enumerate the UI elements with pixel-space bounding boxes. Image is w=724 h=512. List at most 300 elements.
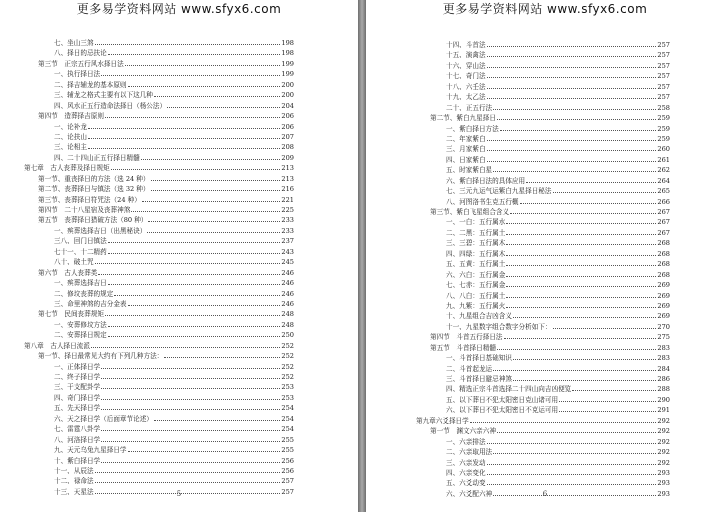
toc-entry bbox=[416, 405, 670, 415]
page-number: 5 bbox=[176, 490, 182, 498]
toc-leader-dots bbox=[95, 482, 281, 483]
toc-entry-title: 七、七赤：五行属金 bbox=[446, 281, 506, 290]
toc-entry-page: 270 bbox=[657, 322, 670, 331]
toc-entry-title: 四、六亲变化 bbox=[446, 468, 486, 477]
toc-leader-dots bbox=[88, 148, 280, 149]
toc-entry bbox=[416, 364, 670, 374]
toc-entry bbox=[416, 416, 670, 426]
toc-entry-page: 198 bbox=[281, 49, 294, 58]
toc-entry-page: 246 bbox=[281, 279, 294, 288]
toc-entry bbox=[416, 291, 670, 301]
toc-entry bbox=[416, 478, 670, 488]
toc-entry-page: 292 bbox=[657, 416, 670, 425]
toc-entry-page: 225 bbox=[281, 206, 294, 214]
toc-leader-dots bbox=[487, 150, 657, 151]
toc-entry-page: 246 bbox=[281, 299, 294, 308]
site-header: 更多易学资料网站 www.sfyx6.com bbox=[442, 2, 648, 16]
toc-entry bbox=[416, 426, 670, 436]
toc-entry-page: 261 bbox=[657, 155, 670, 164]
toc-entry-title: 第七章 古人丧葬及择日规矩 bbox=[24, 164, 110, 173]
toc-entry bbox=[416, 92, 670, 102]
toc-entry-page: 204 bbox=[281, 101, 294, 110]
toc-entry-title: 二、择吉辅龙的基本原则 bbox=[54, 80, 127, 89]
toc-entry bbox=[416, 343, 670, 353]
toc-entry-page: 264 bbox=[657, 176, 670, 185]
toc-leader-dots bbox=[142, 201, 281, 202]
toc-entry-page: 293 bbox=[657, 468, 670, 477]
toc-entry-page: 199 bbox=[281, 59, 294, 68]
toc-entry-title: 第六节 古人丧葬类 bbox=[38, 268, 98, 277]
toc-entry-title: 一、紫白择日方法 bbox=[446, 124, 499, 133]
toc-entry-page: 269 bbox=[657, 291, 670, 300]
toc-entry-title: 三、干支配卦学 bbox=[54, 383, 101, 392]
toc-entry-title: 二、斗首起龙运 bbox=[446, 364, 493, 373]
toc-entry-title: 一、六亲排法 bbox=[446, 437, 486, 446]
toc-leader-dots bbox=[114, 295, 280, 296]
toc-leader-dots bbox=[167, 107, 280, 108]
toc-entry bbox=[416, 395, 670, 405]
toc-entry bbox=[24, 476, 294, 486]
toc-entry-title: 七、雷霆八卦学 bbox=[54, 425, 101, 434]
right-page bbox=[366, 0, 724, 512]
toc-entry-title: 三、六亲发动 bbox=[446, 458, 486, 467]
table-of-contents bbox=[24, 38, 294, 497]
toc-entry-page: 256 bbox=[281, 466, 294, 475]
toc-entry-page: 259 bbox=[657, 124, 670, 133]
toc-entry-page: 266 bbox=[657, 197, 670, 206]
toc-leader-dots bbox=[513, 380, 656, 381]
toc-leader-dots bbox=[128, 86, 281, 87]
toc-entry-title: 十一、九星数字组合数字分析如下： bbox=[446, 322, 552, 331]
toc-entry-page: 257 bbox=[657, 51, 670, 60]
toc-entry-title: 五、以下葬日不犯太阳密日克山诸可用 bbox=[446, 395, 559, 404]
toc-entry-page: 283 bbox=[657, 354, 670, 363]
toc-entry-title: 第八章 古人择日流派 bbox=[24, 341, 90, 350]
toc-entry-page: 268 bbox=[657, 239, 670, 248]
toc-entry-title: 第四节 斗首五行择日法 bbox=[430, 333, 503, 342]
toc-leader-dots bbox=[487, 77, 657, 78]
toc-leader-dots bbox=[108, 253, 281, 254]
toc-entry-page: 257 bbox=[657, 41, 670, 49]
toc-entry bbox=[416, 217, 670, 227]
toc-entry-title: 三、命里神煞的吉分金表 bbox=[54, 299, 127, 308]
toc-entry bbox=[24, 174, 294, 184]
toc-entry-page: 262 bbox=[657, 166, 670, 175]
toc-entry bbox=[24, 48, 294, 58]
toc-leader-dots bbox=[108, 54, 281, 55]
toc-entry-page: 259 bbox=[657, 114, 670, 123]
toc-entry-page: 293 bbox=[657, 489, 670, 498]
toc-entry-page: 257 bbox=[657, 72, 670, 81]
toc-entry-page: 269 bbox=[657, 301, 670, 310]
toc-leader-dots bbox=[101, 378, 280, 379]
toc-entry-title: 第一节 渊文六亲六神 bbox=[430, 427, 496, 436]
toc-entry-title: 第二节、紫白九星择日 bbox=[430, 114, 496, 123]
toc-entry-title: 三八、回门日镇法 bbox=[54, 237, 107, 246]
toc-entry-page: 292 bbox=[657, 437, 670, 446]
toc-leader-dots bbox=[493, 109, 656, 110]
toc-entry-title: 三、三碧：五行属木 bbox=[446, 239, 506, 248]
toc-entry-title: 一、一白：五行属水 bbox=[446, 218, 506, 227]
toc-entry bbox=[416, 144, 670, 154]
toc-entry bbox=[24, 80, 294, 90]
toc-leader-dots bbox=[141, 159, 281, 160]
toc-entry bbox=[416, 447, 670, 457]
toc-entry bbox=[24, 184, 294, 194]
toc-entry bbox=[24, 424, 294, 434]
toc-entry-title: 第五节 斗首择日精髓 bbox=[430, 343, 496, 352]
toc-entry-title: 十九、太乙法 bbox=[446, 93, 486, 102]
toc-entry-title: 七、坐山三煞 bbox=[54, 39, 94, 47]
toc-entry bbox=[416, 374, 670, 384]
toc-leader-dots bbox=[154, 420, 281, 421]
toc-entry-title: 七、三元九运气运紫白九星择日秘法 bbox=[446, 187, 552, 196]
toc-entry-page: 252 bbox=[281, 352, 294, 361]
toc-leader-dots bbox=[497, 119, 656, 120]
toc-entry-title: 八、八白：五行属土 bbox=[446, 291, 506, 300]
toc-leader-dots bbox=[506, 286, 656, 287]
toc-entry-title: 四、风水正五行造命法择日（杨公法） bbox=[54, 101, 167, 110]
toc-entry-title: 六、天之择日学（后面章节论述） bbox=[54, 414, 153, 423]
toc-entry-title: 十一、从辰法 bbox=[54, 466, 94, 475]
toc-entry bbox=[416, 155, 670, 165]
toc-entry bbox=[416, 259, 670, 269]
toc-entry bbox=[24, 403, 294, 413]
toc-entry bbox=[416, 197, 670, 207]
toc-entry bbox=[24, 205, 294, 215]
toc-entry-page: 200 bbox=[281, 80, 294, 89]
toc-entry bbox=[416, 176, 670, 186]
toc-entry-page: 216 bbox=[281, 185, 294, 194]
toc-leader-dots bbox=[559, 401, 656, 402]
toc-entry bbox=[24, 132, 294, 142]
toc-entry-title: 第五节 丧葬择日猎破方法（80 种） bbox=[38, 216, 148, 225]
toc-entry bbox=[24, 445, 294, 455]
toc-entry-title: 第四节 造葬择吉原则 bbox=[38, 112, 104, 121]
toc-entry-title: 四、精选正宗斗首选择二十四山向吉凶便览 bbox=[446, 385, 572, 394]
toc-leader-dots bbox=[487, 140, 657, 141]
toc-entry bbox=[416, 124, 670, 134]
toc-leader-dots bbox=[101, 75, 280, 76]
toc-entry bbox=[416, 353, 670, 363]
toc-entry bbox=[416, 134, 670, 144]
toc-entry-title: 三、论相主 bbox=[54, 143, 87, 152]
toc-entry bbox=[416, 82, 670, 92]
toc-entry bbox=[416, 280, 670, 290]
toc-entry-page: 243 bbox=[281, 247, 294, 256]
toc-entry bbox=[24, 299, 294, 309]
toc-entry bbox=[24, 215, 294, 225]
toc-entry-title: 九、九紫：五行属火 bbox=[446, 301, 506, 310]
toc-entry-title: 八、择日的忌扶论 bbox=[54, 49, 107, 58]
toc-entry-title: 二、六亲取用法 bbox=[446, 448, 493, 457]
toc-entry-page: 260 bbox=[657, 145, 670, 154]
toc-leader-dots bbox=[487, 161, 657, 162]
toc-leader-dots bbox=[513, 317, 656, 318]
toc-entry-page: 259 bbox=[657, 134, 670, 143]
toc-entry-page: 291 bbox=[657, 406, 670, 415]
toc-entry-title: 五、先天择日学 bbox=[54, 404, 101, 413]
toc-entry bbox=[416, 228, 670, 238]
toc-entry-title: 二十、正五行法 bbox=[446, 103, 493, 112]
page-number: 6 bbox=[542, 490, 548, 498]
toc-entry-page: 254 bbox=[281, 425, 294, 434]
toc-leader-dots bbox=[487, 46, 657, 47]
toc-entry-title: 十、紫白择日学 bbox=[54, 456, 101, 465]
toc-entry-page: 213 bbox=[281, 174, 294, 183]
toc-leader-dots bbox=[101, 462, 280, 463]
toc-entry bbox=[24, 362, 294, 372]
toc-entry-title: 第三节 正宗五行风水择日法 bbox=[38, 59, 124, 68]
toc-entry-title: 一、安葬修坟方法 bbox=[54, 320, 107, 329]
toc-entry-page: 207 bbox=[281, 132, 294, 141]
toc-leader-dots bbox=[101, 388, 280, 389]
toc-entry-page: 255 bbox=[281, 435, 294, 444]
toc-entry bbox=[416, 103, 670, 113]
toc-entry-title: 四、日家紫白 bbox=[446, 155, 486, 164]
toc-entry-title: 五、时家紫白星 bbox=[446, 166, 493, 175]
toc-leader-dots bbox=[128, 305, 281, 306]
toc-entry-page: 246 bbox=[281, 289, 294, 298]
toc-entry-page: 292 bbox=[657, 427, 670, 436]
toc-leader-dots bbox=[559, 411, 656, 412]
toc-entry-page: 252 bbox=[281, 341, 294, 350]
toc-leader-dots bbox=[487, 443, 657, 444]
toc-entry-page: 200 bbox=[281, 91, 294, 100]
toc-entry bbox=[24, 69, 294, 79]
toc-leader-dots bbox=[553, 192, 657, 193]
toc-leader-dots bbox=[506, 297, 656, 298]
toc-entry-page: 250 bbox=[281, 331, 294, 340]
toc-entry bbox=[416, 301, 670, 311]
toc-entry-page: 258 bbox=[657, 103, 670, 112]
toc-leader-dots bbox=[148, 221, 280, 222]
toc-leader-dots bbox=[91, 347, 280, 348]
toc-entry bbox=[24, 456, 294, 466]
toc-entry bbox=[24, 330, 294, 340]
toc-entry bbox=[24, 122, 294, 132]
toc-leader-dots bbox=[506, 244, 656, 245]
toc-entry-title: 六、紫白择日法的具体应用 bbox=[446, 176, 526, 185]
toc-entry-title: 三、月家紫白 bbox=[446, 145, 486, 154]
toc-entry bbox=[24, 309, 294, 319]
toc-leader-dots bbox=[493, 370, 656, 371]
toc-leader-dots bbox=[510, 213, 656, 214]
toc-entry-page: 265 bbox=[657, 187, 670, 196]
toc-entry bbox=[416, 458, 670, 468]
toc-entry bbox=[24, 236, 294, 246]
toc-entry-page: 268 bbox=[657, 270, 670, 279]
toc-entry-title: 四、二十四山正五行择日精髓 bbox=[54, 153, 140, 162]
toc-entry-page: 233 bbox=[281, 216, 294, 225]
toc-entry-page: 256 bbox=[281, 456, 294, 465]
toc-entry-title: 第七节 民间丧葬规矩 bbox=[38, 310, 104, 319]
toc-entry-page: 221 bbox=[281, 195, 294, 204]
toc-leader-dots bbox=[553, 328, 657, 329]
toc-leader-dots bbox=[513, 359, 656, 360]
toc-entry-title: 三、辅龙之格式主要有以下这几种 bbox=[54, 91, 153, 100]
toc-entry bbox=[24, 320, 294, 330]
toc-leader-dots bbox=[487, 67, 657, 68]
toc-entry-title: 九、天元乌兔九星择日学 bbox=[54, 446, 127, 455]
toc-entry bbox=[416, 113, 670, 123]
toc-entry bbox=[24, 278, 294, 288]
toc-entry-title: 二、终子择日学 bbox=[54, 373, 101, 381]
toc-entry-title: 三、斗首择日避忌神煞 bbox=[446, 375, 512, 383]
toc-entry-page: 248 bbox=[281, 320, 294, 329]
toc-leader-dots bbox=[105, 117, 280, 118]
toc-leader-dots bbox=[101, 368, 280, 369]
toc-leader-dots bbox=[88, 128, 280, 129]
toc-entry-title: 十四、斗首法 bbox=[446, 41, 486, 49]
table-of-contents bbox=[416, 40, 670, 499]
toc-leader-dots bbox=[506, 234, 656, 235]
toc-entry-page: 252 bbox=[281, 373, 294, 381]
toc-entry bbox=[416, 332, 670, 342]
toc-entry bbox=[416, 322, 670, 332]
toc-entry-page: 253 bbox=[281, 383, 294, 392]
toc-leader-dots bbox=[154, 96, 281, 97]
toc-entry-page: 275 bbox=[657, 333, 670, 342]
toc-leader-dots bbox=[487, 88, 657, 89]
toc-entry bbox=[24, 382, 294, 392]
toc-entry bbox=[24, 163, 294, 173]
toc-leader-dots bbox=[497, 432, 656, 433]
toc-entry bbox=[24, 101, 294, 111]
toc-entry-page: 257 bbox=[281, 477, 294, 486]
toc-entry-title: 第一节、择日最常见大约有下列几种方法： bbox=[38, 352, 164, 361]
toc-leader-dots bbox=[506, 265, 656, 266]
toc-entry-page: 254 bbox=[281, 404, 294, 413]
left-page bbox=[0, 0, 358, 512]
toc-entry-page: 284 bbox=[657, 364, 670, 373]
toc-entry-title: 十七、奇门法 bbox=[446, 72, 486, 81]
toc-entry bbox=[24, 393, 294, 403]
toc-entry-page: 252 bbox=[281, 362, 294, 371]
toc-entry-title: 十二、禄命法 bbox=[54, 477, 94, 486]
toc-entry bbox=[416, 186, 670, 196]
toc-entry-page: 290 bbox=[657, 395, 670, 404]
toc-entry-title: 八十、破土咒 bbox=[54, 258, 94, 267]
book-gutter bbox=[358, 0, 366, 512]
toc-entry-title: 十六、穿山法 bbox=[446, 61, 486, 70]
toc-entry bbox=[416, 384, 670, 394]
toc-entry-page: 206 bbox=[281, 122, 294, 131]
toc-entry-page: 245 bbox=[281, 258, 294, 267]
toc-leader-dots bbox=[95, 472, 281, 473]
toc-entry-title: 六、六爻配六神 bbox=[446, 489, 493, 498]
toc-entry bbox=[416, 165, 670, 175]
toc-leader-dots bbox=[506, 307, 656, 308]
toc-entry-title: 七十一、十二精药 bbox=[54, 247, 107, 256]
toc-leader-dots bbox=[128, 451, 281, 452]
toc-entry-page: 293 bbox=[657, 479, 670, 488]
toc-entry-page: 254 bbox=[281, 414, 294, 423]
toc-entry bbox=[416, 249, 670, 259]
toc-entry-page: 237 bbox=[281, 237, 294, 246]
toc-entry bbox=[24, 414, 294, 424]
toc-entry-title: 二、修坟丧葬的规定 bbox=[54, 289, 114, 298]
toc-entry-page: 198 bbox=[281, 39, 294, 47]
toc-leader-dots bbox=[108, 242, 281, 243]
toc-entry-title: 第九章六爻择日学 bbox=[416, 416, 469, 425]
toc-leader-dots bbox=[500, 130, 657, 131]
site-header: 更多易学资料网站 www.sfyx6.com bbox=[76, 2, 282, 16]
toc-entry-page: 255 bbox=[281, 446, 294, 455]
toc-entry-title: 八、河洛择日学 bbox=[54, 435, 101, 444]
toc-entry-page: 288 bbox=[657, 385, 670, 394]
toc-leader-dots bbox=[487, 464, 657, 465]
toc-leader-dots bbox=[487, 56, 657, 57]
toc-leader-dots bbox=[526, 182, 656, 183]
toc-entry bbox=[416, 468, 670, 478]
toc-entry-page: 199 bbox=[281, 70, 294, 79]
toc-entry-page: 233 bbox=[281, 226, 294, 235]
toc-entry-title: 六、六白：五行属金 bbox=[446, 270, 506, 279]
toc-entry bbox=[416, 207, 670, 217]
toc-entry bbox=[24, 153, 294, 163]
toc-entry bbox=[416, 437, 670, 447]
toc-entry-page: 267 bbox=[657, 218, 670, 227]
toc-entry bbox=[24, 111, 294, 121]
toc-entry bbox=[24, 226, 294, 236]
toc-entry-title: 八、河图洛书生克五行概 bbox=[446, 197, 519, 206]
toc-entry bbox=[24, 257, 294, 267]
toc-entry bbox=[416, 40, 670, 50]
toc-leader-dots bbox=[131, 211, 280, 212]
toc-entry-title: 二、二黑：五行属土 bbox=[446, 228, 506, 237]
toc-leader-dots bbox=[111, 169, 281, 170]
toc-leader-dots bbox=[125, 65, 281, 66]
toc-entry-page: 269 bbox=[657, 312, 670, 321]
toc-entry bbox=[416, 50, 670, 60]
toc-entry-page: 267 bbox=[657, 208, 670, 216]
toc-entry bbox=[24, 372, 294, 382]
toc-entry-page: 257 bbox=[657, 61, 670, 70]
toc-entry-page: 267 bbox=[657, 228, 670, 237]
toc-leader-dots bbox=[497, 349, 656, 350]
toc-entry-title: 十八、六壬法 bbox=[446, 82, 486, 91]
toc-entry-page: 257 bbox=[657, 93, 670, 102]
toc-entry-title: 一、正体择日学 bbox=[54, 362, 101, 371]
toc-entry-page: 208 bbox=[281, 143, 294, 152]
toc-entry-title: 一、论补龙 bbox=[54, 122, 87, 131]
toc-leader-dots bbox=[95, 44, 281, 45]
toc-entry-title: 十三、天星法 bbox=[54, 487, 94, 496]
toc-leader-dots bbox=[506, 255, 656, 256]
toc-entry bbox=[24, 268, 294, 278]
toc-entry-page: 286 bbox=[657, 375, 670, 383]
toc-entry-title: 二、论扶山 bbox=[54, 132, 87, 141]
toc-entry bbox=[24, 195, 294, 205]
toc-entry-title: 第四节 二十八星宿及丧葬神煞 bbox=[38, 206, 131, 214]
toc-leader-dots bbox=[108, 336, 281, 337]
toc-entry-page: 209 bbox=[281, 153, 294, 162]
toc-entry-title: 一、殡葬选择吉日（出黑秘诀） bbox=[54, 226, 147, 235]
toc-leader-dots bbox=[470, 422, 657, 423]
toc-entry-page: 283 bbox=[657, 343, 670, 352]
toc-leader-dots bbox=[487, 484, 657, 485]
toc-leader-dots bbox=[506, 223, 656, 224]
toc-entry bbox=[24, 142, 294, 152]
toc-leader-dots bbox=[101, 430, 280, 431]
toc-entry-page: 269 bbox=[657, 281, 670, 290]
toc-entry-page: 292 bbox=[657, 458, 670, 467]
toc-leader-dots bbox=[88, 138, 280, 139]
toc-entry-title: 二、年家紫白 bbox=[446, 134, 486, 143]
toc-entry-title: 四、四绿：五行属木 bbox=[446, 249, 506, 258]
toc-entry-page: 253 bbox=[281, 393, 294, 402]
